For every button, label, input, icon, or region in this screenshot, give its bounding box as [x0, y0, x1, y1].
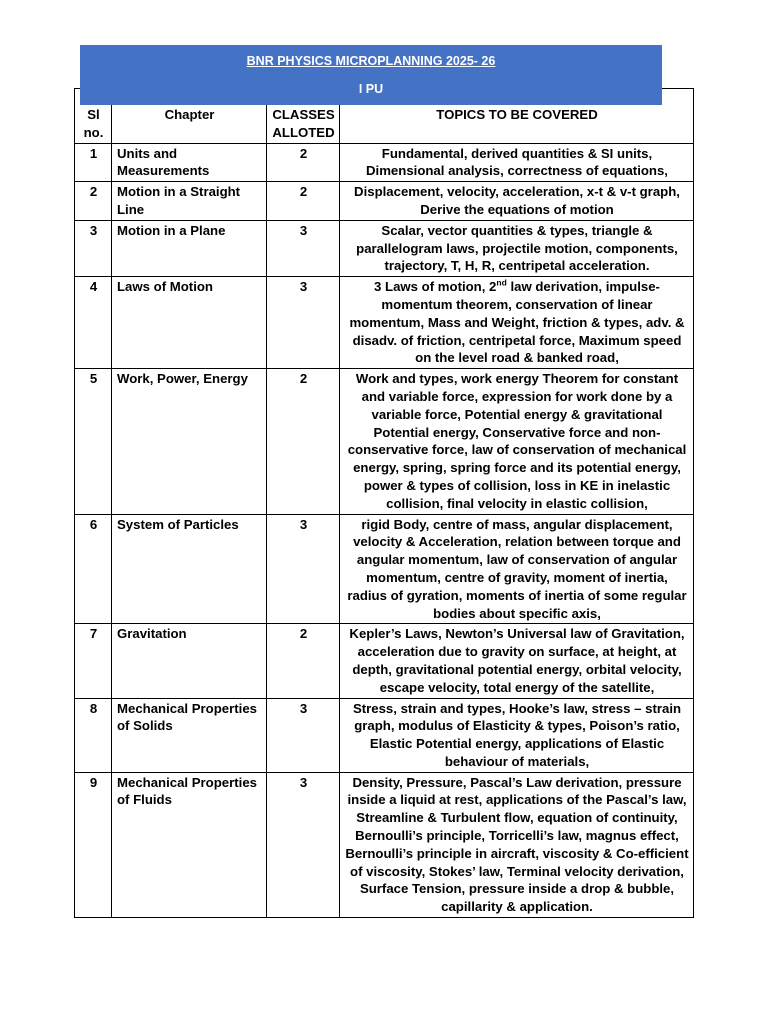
row-classes: 3 — [267, 772, 340, 917]
table-row — [75, 624, 694, 698]
row-chapter: Motion in a Plane — [112, 220, 267, 276]
row-classes: 3 — [267, 514, 340, 624]
row-number: 6 — [75, 514, 112, 624]
row-chapter: Laws of Motion — [112, 277, 267, 369]
document-title: BNR PHYSICS MICROPLANNING 2025- 26 — [246, 54, 496, 68]
row-topics — [340, 277, 694, 369]
row-chapter: System of Particles — [112, 514, 267, 624]
row-topics: Scalar, vector quantities & types, triangle & parallelogram laws, projectile motion, components, trajectory, T, H, R, centripetal acceleration. — [340, 220, 694, 276]
row-number: 9 — [75, 772, 112, 917]
row-number: 5 — [75, 369, 112, 514]
header-chapter: Chapter — [112, 89, 267, 144]
row-topics: Stress, strain and types, Hooke’s law, stress – strain graph, modulus of Elasticity & types, Poison’s ratio, Elastic Potential energy, applications of Elastic behaviour of materials, — [340, 698, 694, 772]
row-topics: Kepler’s Laws, Newton’s Universal law of Gravitation, acceleration due to gravity on surface, at height, at depth, gravitational potential energy, orbital velocity, escape velocity, total energy of the satellite, — [340, 624, 694, 698]
table-row — [75, 514, 694, 624]
row-topics: Displacement, velocity, acceleration, x-t & v-t graph, Derive the equations of motion — [340, 182, 694, 221]
row-number: 2 — [75, 182, 112, 221]
row-classes: 2 — [267, 624, 340, 698]
row-classes: 2 — [267, 143, 340, 182]
row-chapter: Work, Power, Energy — [112, 369, 267, 514]
row-number: 7 — [75, 624, 112, 698]
table-row — [75, 220, 694, 276]
row-number: 3 — [75, 220, 112, 276]
row-topics: Fundamental, derived quantities & SI units, Dimensional analysis, correctness of equations, — [340, 143, 694, 182]
row-chapter: Mechanical Properties of Solids — [112, 698, 267, 772]
title-banner — [80, 45, 662, 105]
table-row — [75, 772, 694, 917]
row-chapter: Units and Measurements — [112, 143, 267, 182]
row-topics: Density, Pressure, Pascal’s Law derivation, pressure inside a liquid at rest, applications of the Pascal’s law, Streamline & Turbulent flow, equation of continuity, Bernoulli’s principle, Torricelli’s law, magnus effect, Bernoulli’s principle in aircraft, viscosity & Co-efficient of viscosity, Stokes’ law, Terminal velocity derivation, Surface Tension, pressure inside a drop & bubble, capillarity & application. — [340, 772, 694, 917]
table-row — [75, 698, 694, 772]
row-classes: 2 — [267, 182, 340, 221]
header-classes-alloted: CLASSES ALLOTED — [267, 89, 340, 144]
table-row — [75, 369, 694, 514]
table-row — [75, 182, 694, 221]
row-topics: rigid Body, centre of mass, angular displacement, velocity & Acceleration, relation between torque and angular momentum, law of conservation of angular momentum, centre of gravity, moment of inertia, radius of gyration, moments of inertia of some regular bodies about specific axis, — [340, 514, 694, 624]
header-sl-no: Sl no. — [75, 89, 112, 144]
row-number: 8 — [75, 698, 112, 772]
table-row — [75, 143, 694, 182]
row-number: 1 — [75, 143, 112, 182]
row-classes: 3 — [267, 220, 340, 276]
document-subtitle: I PU — [358, 82, 384, 96]
row-chapter: Mechanical Properties of Fluids — [112, 772, 267, 917]
row-chapter: Motion in a Straight Line — [112, 182, 267, 221]
topics-text-start: 3 Laws of motion, 2 — [374, 279, 497, 295]
row-classes: 3 — [267, 698, 340, 772]
topics-text-end: law derivation, impulse-momentum theorem, conservation of linear momentum, Mass and Weight, friction & types, adv. & disadv. of friction, centripetal force, Maximum speed on the level road & banked road, — [349, 279, 685, 366]
row-classes: 2 — [267, 369, 340, 514]
row-chapter: Gravitation — [112, 624, 267, 698]
row-number: 4 — [75, 277, 112, 369]
row-classes: 3 — [267, 277, 340, 369]
row-topics: Work and types, work energy Theorem for constant and variable force, expression for work done by a variable force, Potential energy & gravitational Potential energy, Conservative force and non-conservative force, law of conservation of mechanical energy, spring, spring force and its potential energy, power & types of collision, loss in KE in inelastic collision, final velocity in elastic collision, — [340, 369, 694, 514]
table-row — [75, 277, 694, 369]
ordinal-suffix: nd — [496, 277, 507, 288]
microplanning-table — [74, 88, 694, 918]
header-topics: TOPICS TO BE COVERED — [340, 89, 694, 144]
